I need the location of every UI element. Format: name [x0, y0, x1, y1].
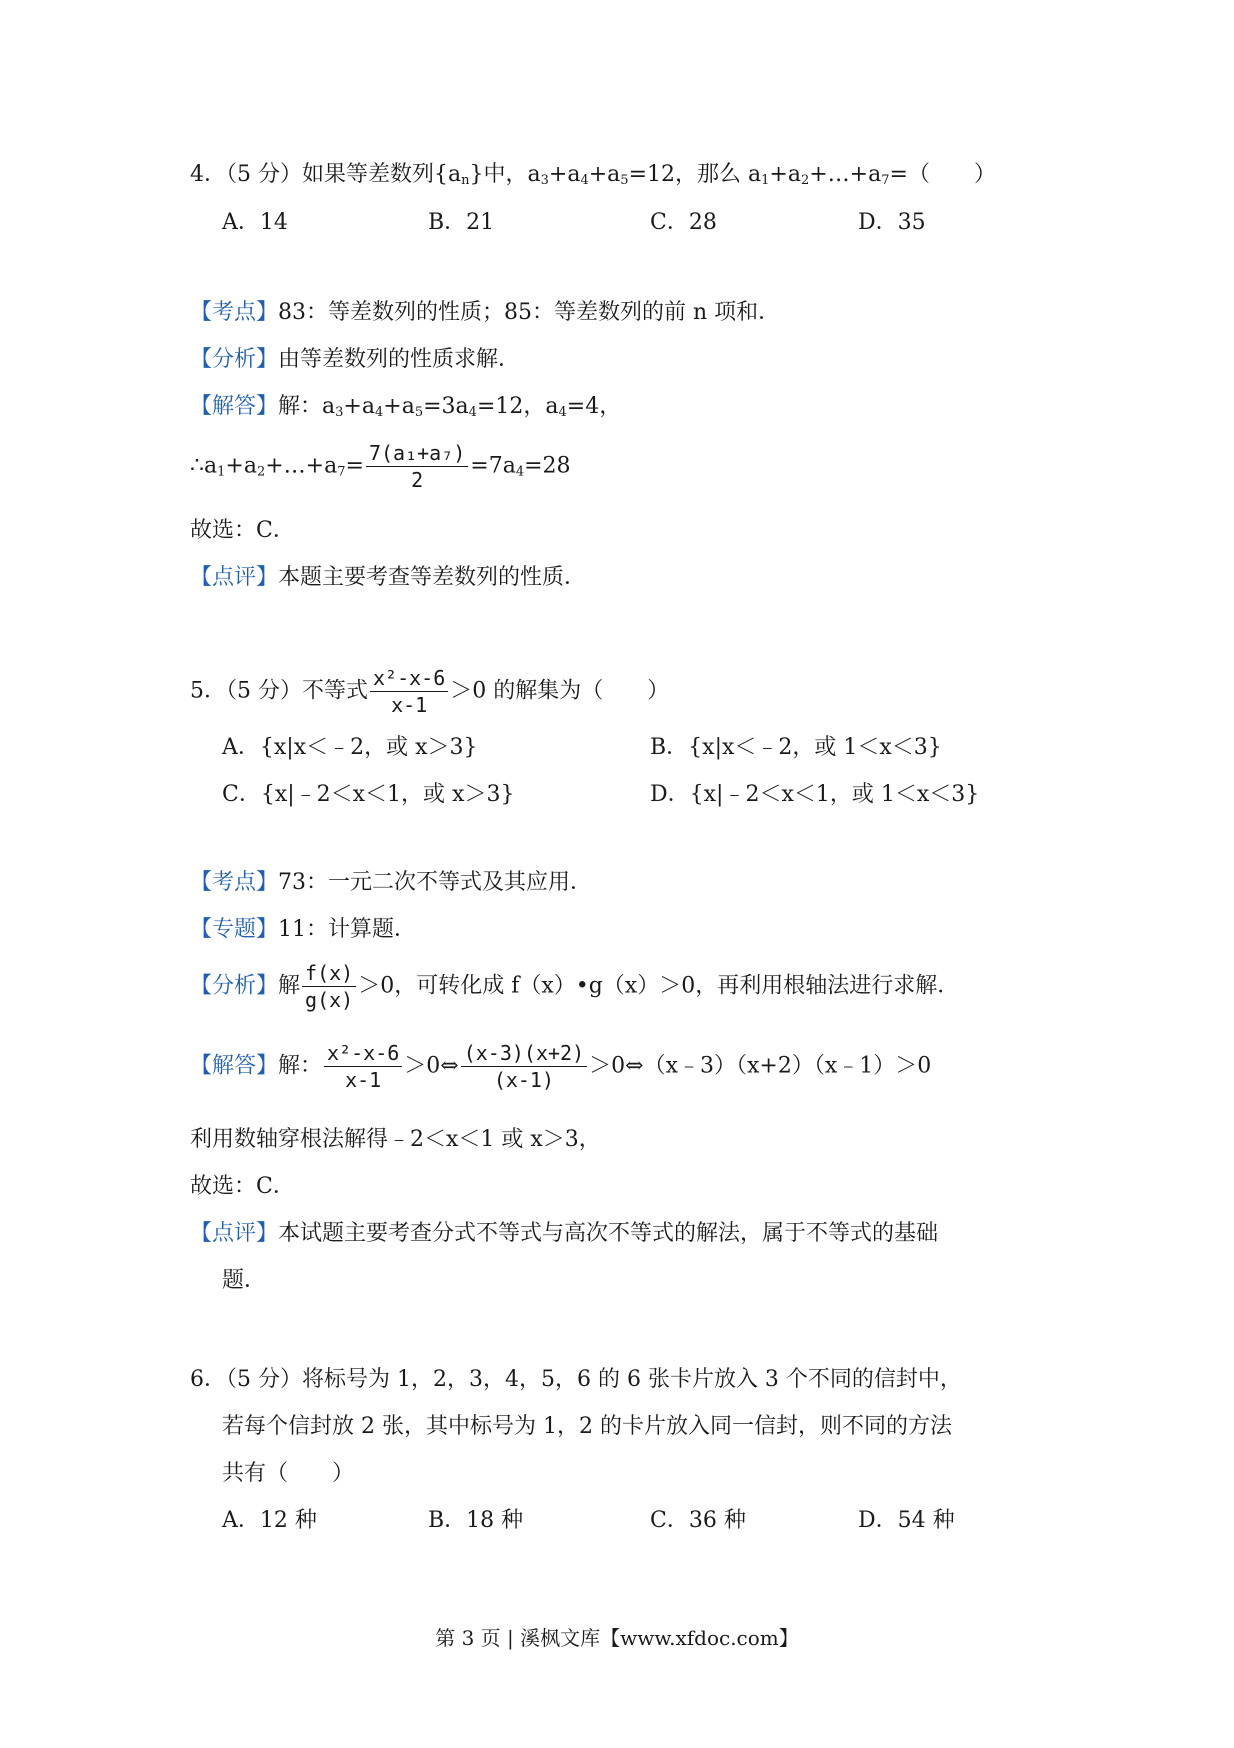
fenxi-tag: 【分析】 — [190, 347, 279, 372]
q5-jieda-line2: 利用数轴穿根法解得﹣2＜x＜1 或 x＞3， — [190, 1127, 601, 1152]
q4-jieda: 【解答】解：$a_3+a_4+a_5=3a_4=12$，$a_4=4$， — [190, 394, 622, 420]
q4-kaodian: 【考点】83：等差数列的性质；85：等差数列的前 n 项和． — [190, 300, 781, 325]
jieda-tag: 【解答】 — [190, 1053, 279, 1079]
q5-option-c: C．{x|﹣2＜x＜1，或 x＞3} — [222, 782, 515, 807]
fraction: $\frac{\text{x²-x-6}}{x-1}$ — [370, 665, 448, 718]
fraction: $\frac{\text{7(a₁+a₇)}}{2}$ — [366, 440, 468, 493]
q4-option-a: A．14 — [222, 210, 288, 235]
fenxi-tag: 【分析】 — [190, 973, 279, 999]
q6-option-a: A．12 种 — [222, 1508, 317, 1533]
q4-option-b: B．21 — [428, 210, 495, 235]
q4-option-c: C．28 — [650, 210, 717, 235]
q4-dianping: 【点评】本题主要考查等差数列的性质． — [190, 565, 587, 590]
q6-stem-line1: 6．（5 分）将标号为 1，2，3，4，5，6 的 6 张卡片放入 3 个不同的信封中， — [190, 1367, 962, 1392]
kaodian-tag: 【考点】 — [190, 300, 279, 325]
kaodian-tag: 【考点】 — [190, 870, 279, 895]
q6-stem-line2: 若每个信封放 2 张，其中标号为 1，2 的卡片放入同一信封，则不同的方法 — [222, 1414, 952, 1439]
q5-stem: 5．（5 分）不等式 $\frac{\text{x²-x-6}}{x-1}$ ＞0 的解集为（ ） — [190, 666, 670, 717]
q6-option-d: D．54 种 — [858, 1508, 955, 1533]
page-footer: 第 3 页 | 溪枫文库【www.xfdoc.com】 — [435, 1626, 799, 1650]
q5-dianping-cont: 题． — [222, 1268, 267, 1293]
q6-option-c: C．36 种 — [650, 1508, 746, 1533]
q6-option-b: B．18 种 — [428, 1508, 524, 1533]
q5-kaodian: 【考点】73：一元二次不等式及其应用． — [190, 870, 593, 895]
q4-stem: 4．（5 分）如果等差数列$\{a_n\}$中，$a_3+a_4+a_5=12$，那么 $a_1+a_2+\dots+a_7=$（ ） — [190, 162, 996, 188]
q6-stem-line3: 共有（ ） — [222, 1461, 355, 1486]
q5-option-b: B．{x|x＜﹣2，或 1＜x＜3} — [650, 735, 942, 760]
fraction: $\frac{\text{x²-x-6}}{x-1}$ — [324, 1040, 402, 1093]
dianping-tag: 【点评】 — [190, 565, 279, 590]
q4-option-d: D．35 — [858, 210, 926, 235]
q5-zhuanti: 【专题】11：计算题． — [190, 917, 417, 942]
q5-option-a: A．{x|x＜﹣2，或 x＞3} — [222, 735, 478, 760]
q5-dianping: 【点评】本试题主要考查分式不等式与高次不等式的解法，属于不等式的基础 — [190, 1221, 939, 1246]
dianping-tag: 【点评】 — [190, 1221, 279, 1246]
q5-fenxi: 【分析】解 $\frac{f(x)}{g(x)}$ ＞0，可转化成 f（x）•g（x）＞0，再利用根轴法进行求解． — [190, 961, 960, 1012]
q5-option-d: D．{x|﹣2＜x＜1，或 1＜x＜3} — [650, 782, 980, 807]
zhuanti-tag: 【专题】 — [190, 917, 279, 942]
q5-guxuan: 故选：C． — [190, 1174, 295, 1199]
q4-jieda-line2: $\therefore a_1+a_2+\dots+a_7=$ $\frac{\text{7(a₁+a₇)}}{2}$ $=7a_4=28$ — [190, 441, 571, 492]
q4-fenxi: 【分析】由等差数列的性质求解． — [190, 347, 521, 372]
q5-jieda: 【解答】解： $\frac{\text{x²-x-6}}{x-1}$ ＞0⇔ $\frac{(x-3)(x+2)}{(x-1)}$ ＞0⇔（x﹣3）（x+2）（x﹣1）＞0 — [190, 1041, 932, 1092]
q4-guxuan: 故选：C． — [190, 518, 295, 543]
jieda-tag: 【解答】 — [190, 394, 279, 419]
fraction: $\frac{(x-3)(x+2)}{(x-1)}$ — [461, 1040, 587, 1093]
fraction: $\frac{f(x)}{g(x)}$ — [302, 960, 356, 1013]
